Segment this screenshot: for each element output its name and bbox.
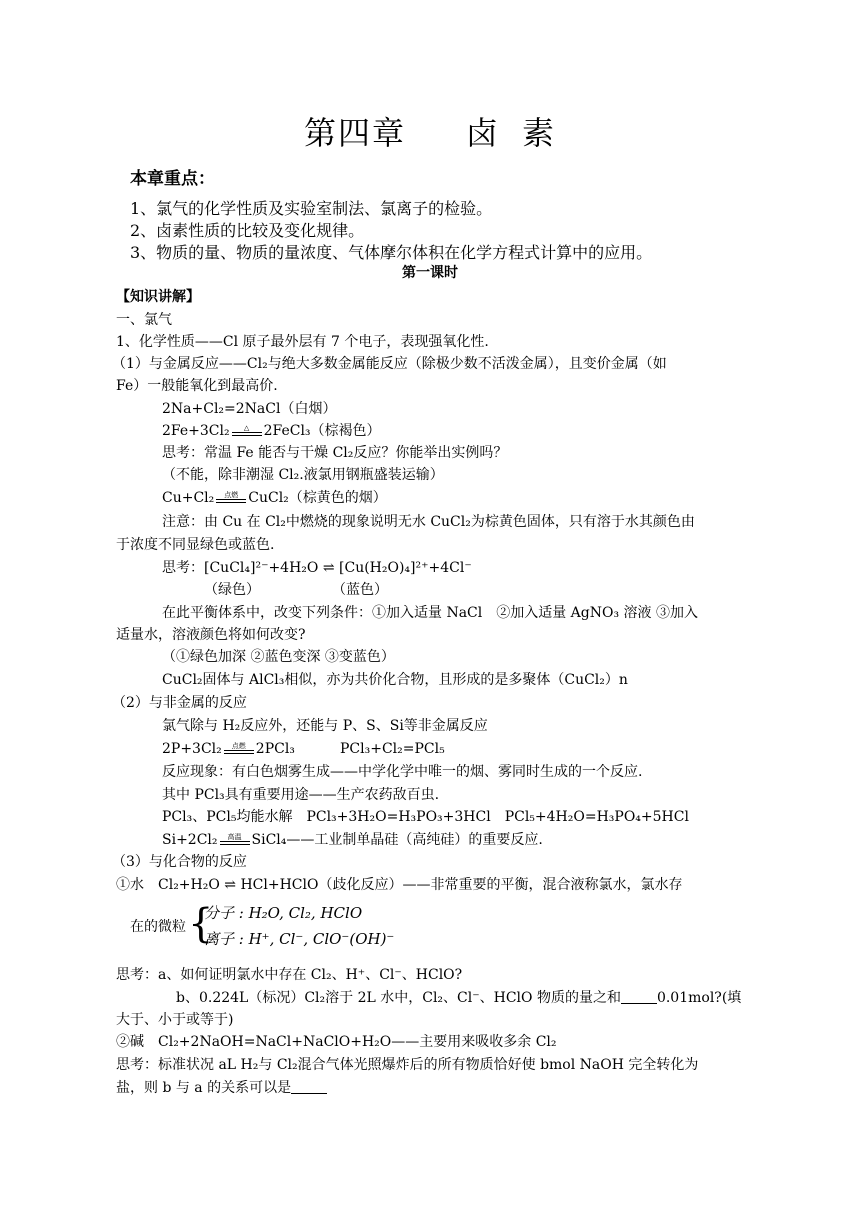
- water-reaction: ①水 Cl₂+H₂O ⇌ HCl+HClO（歧化反应）——非常重要的平衡，混合液称氯水，氯水存: [116, 877, 683, 893]
- particles-ions: 离子 : H⁺, Cl⁻, ClO⁻(OH)⁻: [204, 930, 395, 948]
- equation-fe: 2Fe+3Cl₂ △ 2FeCl₃（棕褐色）: [162, 423, 381, 439]
- particles-brace: {: [188, 901, 214, 947]
- focus-item-1: 1、氯气的化学性质及实验室制法、氯离子的检验。: [130, 199, 493, 218]
- knowledge-heading: 【知识讲解】: [116, 289, 200, 305]
- chem-properties: 1、化学性质——Cl 原子最外层有 7 个电子，表现强氧化性.: [116, 334, 489, 350]
- note-line1: 注意：由 Cu 在 Cl₂中燃烧的现象说明无水 CuCl₂为棕黄色固体，只有溶于水其颜色由: [162, 514, 695, 530]
- equation-pcl5: PCl₃+Cl₂=PCl₅: [340, 741, 445, 757]
- chapter-title: 第四章 卤 素: [303, 114, 557, 152]
- label-green: （绿色）: [204, 582, 260, 598]
- focus-heading: 本章重点：: [130, 169, 215, 189]
- lesson-title: 第一课时: [402, 265, 458, 281]
- think-c-line2: 盐，则 b 与 a 的关系可以是: [116, 1079, 327, 1097]
- think-c-line1: 思考：标准状况 aL H₂与 Cl₂混合气体光照爆炸后的所有物质恰好使 bmol NaOH 完全转化为: [116, 1057, 699, 1073]
- particles-label: 在的微粒: [130, 919, 186, 935]
- cucl2-note: CuCl₂固体与 AlCl₃相似，亦为共价化合物，且形成的是多聚体（CuCl₂）n: [162, 672, 628, 688]
- equation-cu: Cu+Cl₂ 点燃 CuCl₂（棕黄色的烟）: [162, 490, 387, 506]
- equation-na: 2Na+Cl₂=2NaCl（白烟）: [162, 401, 337, 417]
- balance-line1: 在此平衡体系中，改变下列条件：①加入适量 NaCl ②加入适量 AgNO₃ 溶液 ③加入: [162, 605, 698, 621]
- nonmetal-heading: （2）与非金属的反应: [112, 695, 247, 711]
- phenomenon: 反应现象：有白色烟雾生成——中学化学中唯一的烟、雾同时生成的一个反应.: [162, 764, 643, 780]
- think-a: 思考：a、如何证明氯水中存在 Cl₂、H⁺、Cl⁻、HClO?: [116, 967, 463, 983]
- equation-si: Si+2Cl₂ 高温 SiCl₄——工业制单晶硅（高纯硅）的重要反应.: [162, 832, 543, 848]
- metal-reaction-line1: （1）与金属反应——Cl₂与绝大多数金属能反应（除极少数不活泼金属），且变价金属（如: [112, 356, 667, 372]
- think-fe: 思考：常温 Fe 能否与干燥 Cl₂反应？你能举出实例吗？: [162, 445, 508, 461]
- focus-item-2: 2、卤素性质的比较及变化规律。: [130, 221, 365, 240]
- think-fe-answer: （不能，除非潮湿 Cl₂.液氯用钢瓶盛装运输）: [162, 467, 444, 483]
- particles-molecules: 分子 : H₂O, Cl₂, HClO: [204, 904, 363, 922]
- balance-answer: （①绿色加深 ②蓝色变深 ③变蓝色）: [162, 649, 395, 665]
- answer-blank-c[interactable]: [291, 1079, 327, 1094]
- label-blue: （蓝色）: [332, 582, 388, 598]
- compound-heading: （3）与化合物的反应: [112, 854, 247, 870]
- think-cu-equilibrium: 思考：[CuCl₄]²⁻+4H₂O ⇌ [Cu(H₂O)₄]²⁺+4Cl⁻: [162, 560, 472, 576]
- metal-reaction-line2: Fe）一般能氧化到最高价.: [116, 378, 278, 394]
- answer-blank-b[interactable]: [621, 989, 657, 1004]
- think-b-line2: 大于、小于或等于): [116, 1012, 234, 1028]
- pcl3-use: 其中 PCl₃具有重要用途——生产农药敌百虫.: [162, 787, 440, 803]
- hydrolysis: PCl₃、PCl₅均能水解 PCl₃+3H₂O=H₃PO₃+3HCl PCl₅+4H₂O=H₃PO₄+5HCl: [162, 809, 689, 825]
- focus-item-3: 3、物质的量、物质的量浓度、气体摩尔体积在化学方程式计算中的应用。: [130, 243, 653, 262]
- think-b-line1: b、0.224L（标况）Cl₂溶于 2L 水中，Cl₂、Cl⁻、HClO 物质的量之和 0.01mol?(填: [176, 990, 742, 1006]
- equation-p: 2P+3Cl₂ 点燃 2PCl₃: [162, 741, 295, 757]
- section-chlorine: 一、氯气: [116, 312, 172, 328]
- nonmetal-line: 氯气除与 H₂反应外，还能与 P、S、Si等非金属反应: [162, 718, 488, 734]
- note-line2: 于浓度不同显绿色或蓝色.: [116, 537, 275, 553]
- alkali-reaction: ②碱 Cl₂+2NaOH=NaCl+NaClO+H₂O——主要用来吸收多余 Cl₂: [116, 1034, 557, 1050]
- balance-line2: 适量水，溶液颜色将如何改变?: [116, 627, 306, 643]
